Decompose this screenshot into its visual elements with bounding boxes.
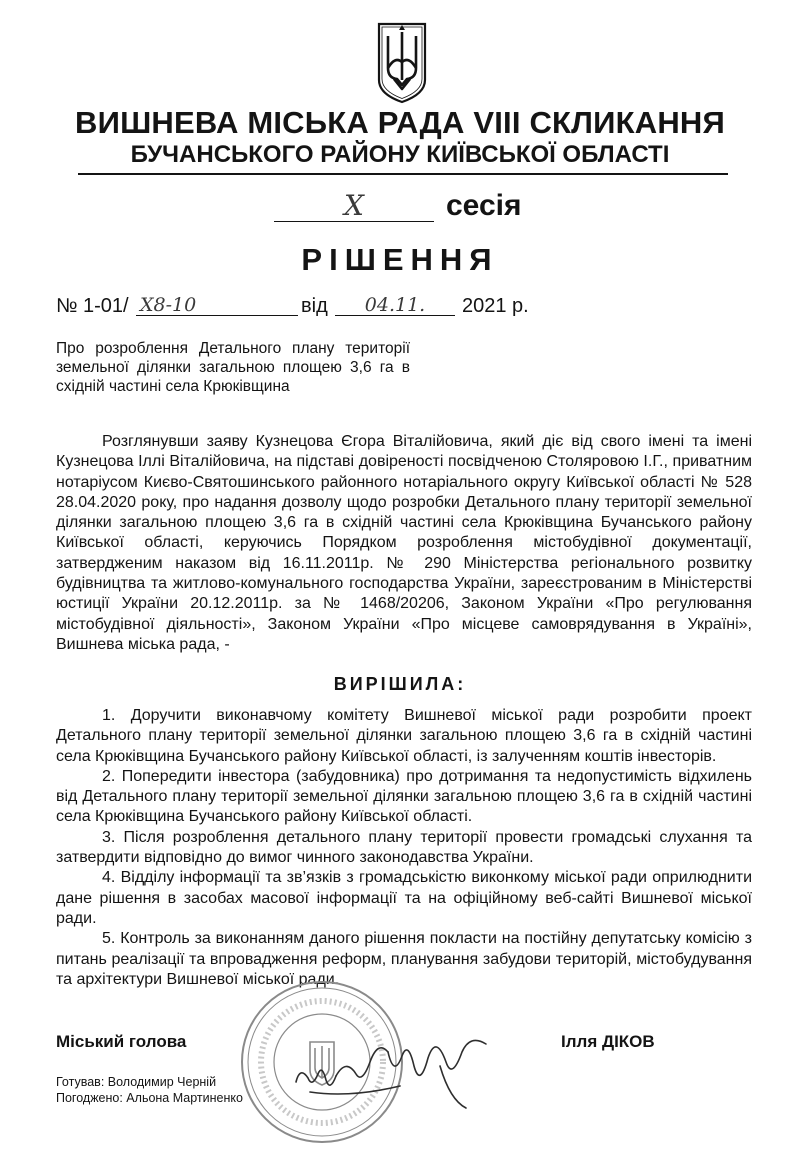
approved-by: Погоджено: Альона Мартиненко bbox=[56, 1091, 243, 1105]
decision-number-handwritten: X8-10 bbox=[136, 293, 298, 316]
resolution-item: 3. Після розроблення детального плану території провести громадські слухання та затвердити відповідно до вимог чинного законодавства України. bbox=[56, 828, 752, 867]
resolution-item: 2. Попередити інвестора (забудовника) про дотримання та недопустимість відхилень від Детального плану території земельної ділянки загальною площею 3,6 га в східній частині села Крюківщина Бучанського району Київської області. bbox=[56, 767, 752, 826]
district-name: БУЧАНСЬКОГО РАЙОНУ КИЇВСЬКОЇ ОБЛАСТІ bbox=[130, 141, 670, 168]
document-title: РІШЕННЯ bbox=[301, 242, 499, 277]
council-name: ВИШНЕВА МІСЬКА РАДА VIII СКЛИКАННЯ bbox=[75, 105, 725, 140]
decision-year: 2021 р. bbox=[462, 295, 529, 317]
handwritten-signature bbox=[290, 1022, 500, 1114]
date-from-label: від bbox=[301, 295, 328, 317]
decision-number-prefix: № 1-01/ bbox=[56, 295, 129, 317]
resolution-item: 1. Доручити виконавчому комітету Вишневої міської ради розробити проект Детального плану території земельної ділянки загальною площею 3,6 га в східній частині села Крюківщина Бучанського району Київської області, із залученням коштів інвесторів. bbox=[56, 707, 752, 765]
prepared-by: Готував: Володимир Черній bbox=[56, 1075, 217, 1089]
resolved-heading: ВИРІШИЛА: bbox=[333, 674, 467, 694]
session-label: сесія bbox=[446, 189, 522, 222]
signatory-position: Міський голова bbox=[56, 1032, 187, 1051]
resolution-item: 4. Відділу інформації та зв’язків з громадськістю виконкому міської ради оприлюднити дане рішення в засобах масової інформації та на офіційному веб-сайті Вишневої міської ради. bbox=[56, 869, 752, 927]
decision-date-handwritten: 04.11. bbox=[335, 293, 455, 316]
preamble-paragraph: Розглянувши заяву Кузнецова Єгора Віталійовича, який діє від свого імені та імені Кузнецова Іллі Віталійовича, на підставі довіреності посвідченою Столяровою І.Г., приватним нотаріусом Києво-Святошинського районного нотаріального округу Київської області № 528 28.04.2020 року, про надання дозволу щодо розробки Детального плану території земельної ділянки загальною площею 3,6 га в східній частині села Крюківщина Бучанського району Київської області, керуючись Порядком розроблення містобудівної документації, затвердженим наказом від 16.11.2011р. № 290 Міністерства регіонального розвитку будівництва та житлово-комунального господарства України, зареєстрованим в Міністерстві юстиції України 20.12.2011р. за № 1468/20206, Законом України «Про регулювання містобудівної діяльності», Законом України «Про місцеве самоврядування в Україні», Вишнева міська рада, - bbox=[56, 433, 752, 653]
header-divider bbox=[78, 173, 728, 175]
coat-of-arms-trident-icon bbox=[377, 22, 427, 104]
resolution-items bbox=[56, 706, 752, 990]
decision-subject: Про розроблення Детального плану території земельної ділянки загальною площею 3,6 га в східній частині села Крюківщина bbox=[56, 340, 410, 395]
resolution-item: 5. Контроль за виконанням даного рішення покласти на постійну депутатську комісію з питань реалізації та впровадження реформ, планування забудови територій, містобудування та архітектури Вишневої міської ради. bbox=[56, 930, 752, 988]
session-number-handwritten: X bbox=[274, 191, 434, 222]
signatory-name: Ілля ДІКОВ bbox=[561, 1032, 655, 1051]
